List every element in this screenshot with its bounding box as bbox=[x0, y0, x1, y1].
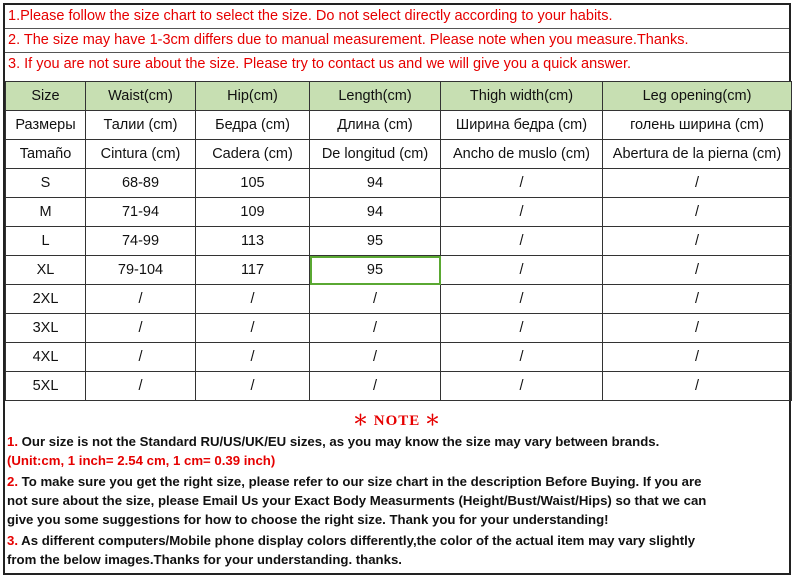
length-cell: / bbox=[310, 314, 441, 343]
waist-cell: 68-89 bbox=[86, 169, 196, 198]
note-number: 3. bbox=[7, 533, 18, 548]
header-cell: Бедра (cm) bbox=[196, 111, 310, 140]
hip-cell: / bbox=[196, 372, 310, 401]
table-row bbox=[6, 314, 792, 343]
hip-cell: / bbox=[196, 314, 310, 343]
table-row bbox=[6, 227, 792, 256]
size-cell: 5XL bbox=[6, 372, 86, 401]
note-line-3a: 3. As different computers/Mobile phone display colors differently,the color of the actual item may vary slightly bbox=[7, 533, 696, 548]
header-cell: Abertura de la pierna (cm) bbox=[603, 140, 792, 169]
size-cell: 4XL bbox=[6, 343, 86, 372]
header-cell: Cintura (cm) bbox=[86, 140, 196, 169]
thigh-cell: / bbox=[441, 343, 603, 372]
header-cell: Талии (cm) bbox=[86, 111, 196, 140]
note-line-3b: from the below images.Thanks for your understanding. thanks. bbox=[7, 552, 402, 567]
length-cell: / bbox=[310, 343, 441, 372]
header-cell: Ширина бедра (cm) bbox=[441, 111, 603, 140]
header-cell: Cadera (cm) bbox=[196, 140, 310, 169]
header-cell: Tamaño bbox=[6, 140, 86, 169]
header-row-english bbox=[6, 82, 792, 111]
length-cell: 95 bbox=[310, 227, 441, 256]
waist-cell: 74-99 bbox=[86, 227, 196, 256]
leg-opening-cell: / bbox=[603, 227, 792, 256]
length-cell: / bbox=[310, 372, 441, 401]
thigh-cell: / bbox=[441, 285, 603, 314]
length-cell: / bbox=[310, 285, 441, 314]
thigh-cell: / bbox=[441, 256, 603, 285]
table-row bbox=[6, 256, 792, 285]
length-cell: 94 bbox=[310, 198, 441, 227]
thigh-cell: / bbox=[441, 169, 603, 198]
header-cell: Ancho de muslo (cm) bbox=[441, 140, 603, 169]
header-cell: Waist(cm) bbox=[86, 82, 196, 111]
waist-cell: / bbox=[86, 372, 196, 401]
note-number: 1. bbox=[7, 434, 18, 449]
header-cell: Length(cm) bbox=[310, 82, 441, 111]
waist-cell: 79-104 bbox=[86, 256, 196, 285]
size-cell: 2XL bbox=[6, 285, 86, 314]
length-cell: 94 bbox=[310, 169, 441, 198]
note-section bbox=[5, 410, 789, 569]
top-note-2: 2. The size may have 1-3cm differs due to manual measurement. Please note when you measure.Thanks. bbox=[5, 29, 789, 53]
size-cell: S bbox=[6, 169, 86, 198]
leg-opening-cell: / bbox=[603, 314, 792, 343]
table-row bbox=[6, 198, 792, 227]
leg-opening-cell: / bbox=[603, 285, 792, 314]
note-line-2b: not sure about the size, please Email Us your Exact Body Measurments (Height/Bust/Waist/Hips) so that we can bbox=[7, 493, 707, 508]
header-cell: Thigh width(cm) bbox=[441, 82, 603, 111]
leg-opening-cell: / bbox=[603, 372, 792, 401]
note-title: ＊ NOTE ＊ bbox=[352, 413, 441, 429]
hip-cell: 117 bbox=[196, 256, 310, 285]
thigh-cell: / bbox=[441, 372, 603, 401]
hip-cell: 105 bbox=[196, 169, 310, 198]
thigh-cell: / bbox=[441, 198, 603, 227]
note-line-2a: 2. To make sure you get the right size, please refer to our size chart in the description Before Buying. If you are bbox=[7, 474, 702, 489]
length-cell-selected[interactable]: 95 bbox=[310, 256, 441, 285]
note-unit-line: (Unit:cm, 1 inch= 2.54 cm, 1 cm= 0.39 inch) bbox=[7, 453, 276, 468]
thigh-cell: / bbox=[441, 227, 603, 256]
top-note-1: 1.Please follow the size chart to select the size. Do not select directly according to your habits. bbox=[5, 5, 789, 29]
size-cell: XL bbox=[6, 256, 86, 285]
top-notes bbox=[5, 5, 789, 76]
header-cell: Размеры bbox=[6, 111, 86, 140]
header-cell: Hip(cm) bbox=[196, 82, 310, 111]
note-line-1: 1. Our size is not the Standard RU/US/UK/EU sizes, as you may know the size may vary between brands. bbox=[7, 434, 660, 449]
size-chart-table bbox=[5, 81, 792, 401]
table-row bbox=[6, 343, 792, 372]
size-cell: L bbox=[6, 227, 86, 256]
header-cell: Leg opening(cm) bbox=[603, 82, 792, 111]
header-cell: De longitud (cm) bbox=[310, 140, 441, 169]
table-row bbox=[6, 285, 792, 314]
hip-cell: / bbox=[196, 343, 310, 372]
header-row-spanish bbox=[6, 140, 792, 169]
note-number: 2. bbox=[7, 474, 18, 489]
waist-cell: / bbox=[86, 314, 196, 343]
header-cell: голень ширина (cm) bbox=[603, 111, 792, 140]
leg-opening-cell: / bbox=[603, 169, 792, 198]
leg-opening-cell: / bbox=[603, 256, 792, 285]
size-cell: 3XL bbox=[6, 314, 86, 343]
leg-opening-cell: / bbox=[603, 343, 792, 372]
header-cell: Size bbox=[6, 82, 86, 111]
waist-cell: / bbox=[86, 285, 196, 314]
thigh-cell: / bbox=[441, 314, 603, 343]
note-line-2c: give you some suggestions for how to choose the right size. Thank you for your understanding! bbox=[7, 512, 609, 527]
waist-cell: / bbox=[86, 343, 196, 372]
hip-cell: 113 bbox=[196, 227, 310, 256]
size-cell: M bbox=[6, 198, 86, 227]
header-row-russian bbox=[6, 111, 792, 140]
top-note-3: 3. If you are not sure about the size. Please try to contact us and we will give you a quick answer. bbox=[8, 56, 632, 72]
waist-cell: 71-94 bbox=[86, 198, 196, 227]
leg-opening-cell: / bbox=[603, 198, 792, 227]
header-cell: Длина (cm) bbox=[310, 111, 441, 140]
hip-cell: / bbox=[196, 285, 310, 314]
table-row bbox=[6, 372, 792, 401]
table-row bbox=[6, 169, 792, 198]
hip-cell: 109 bbox=[196, 198, 310, 227]
